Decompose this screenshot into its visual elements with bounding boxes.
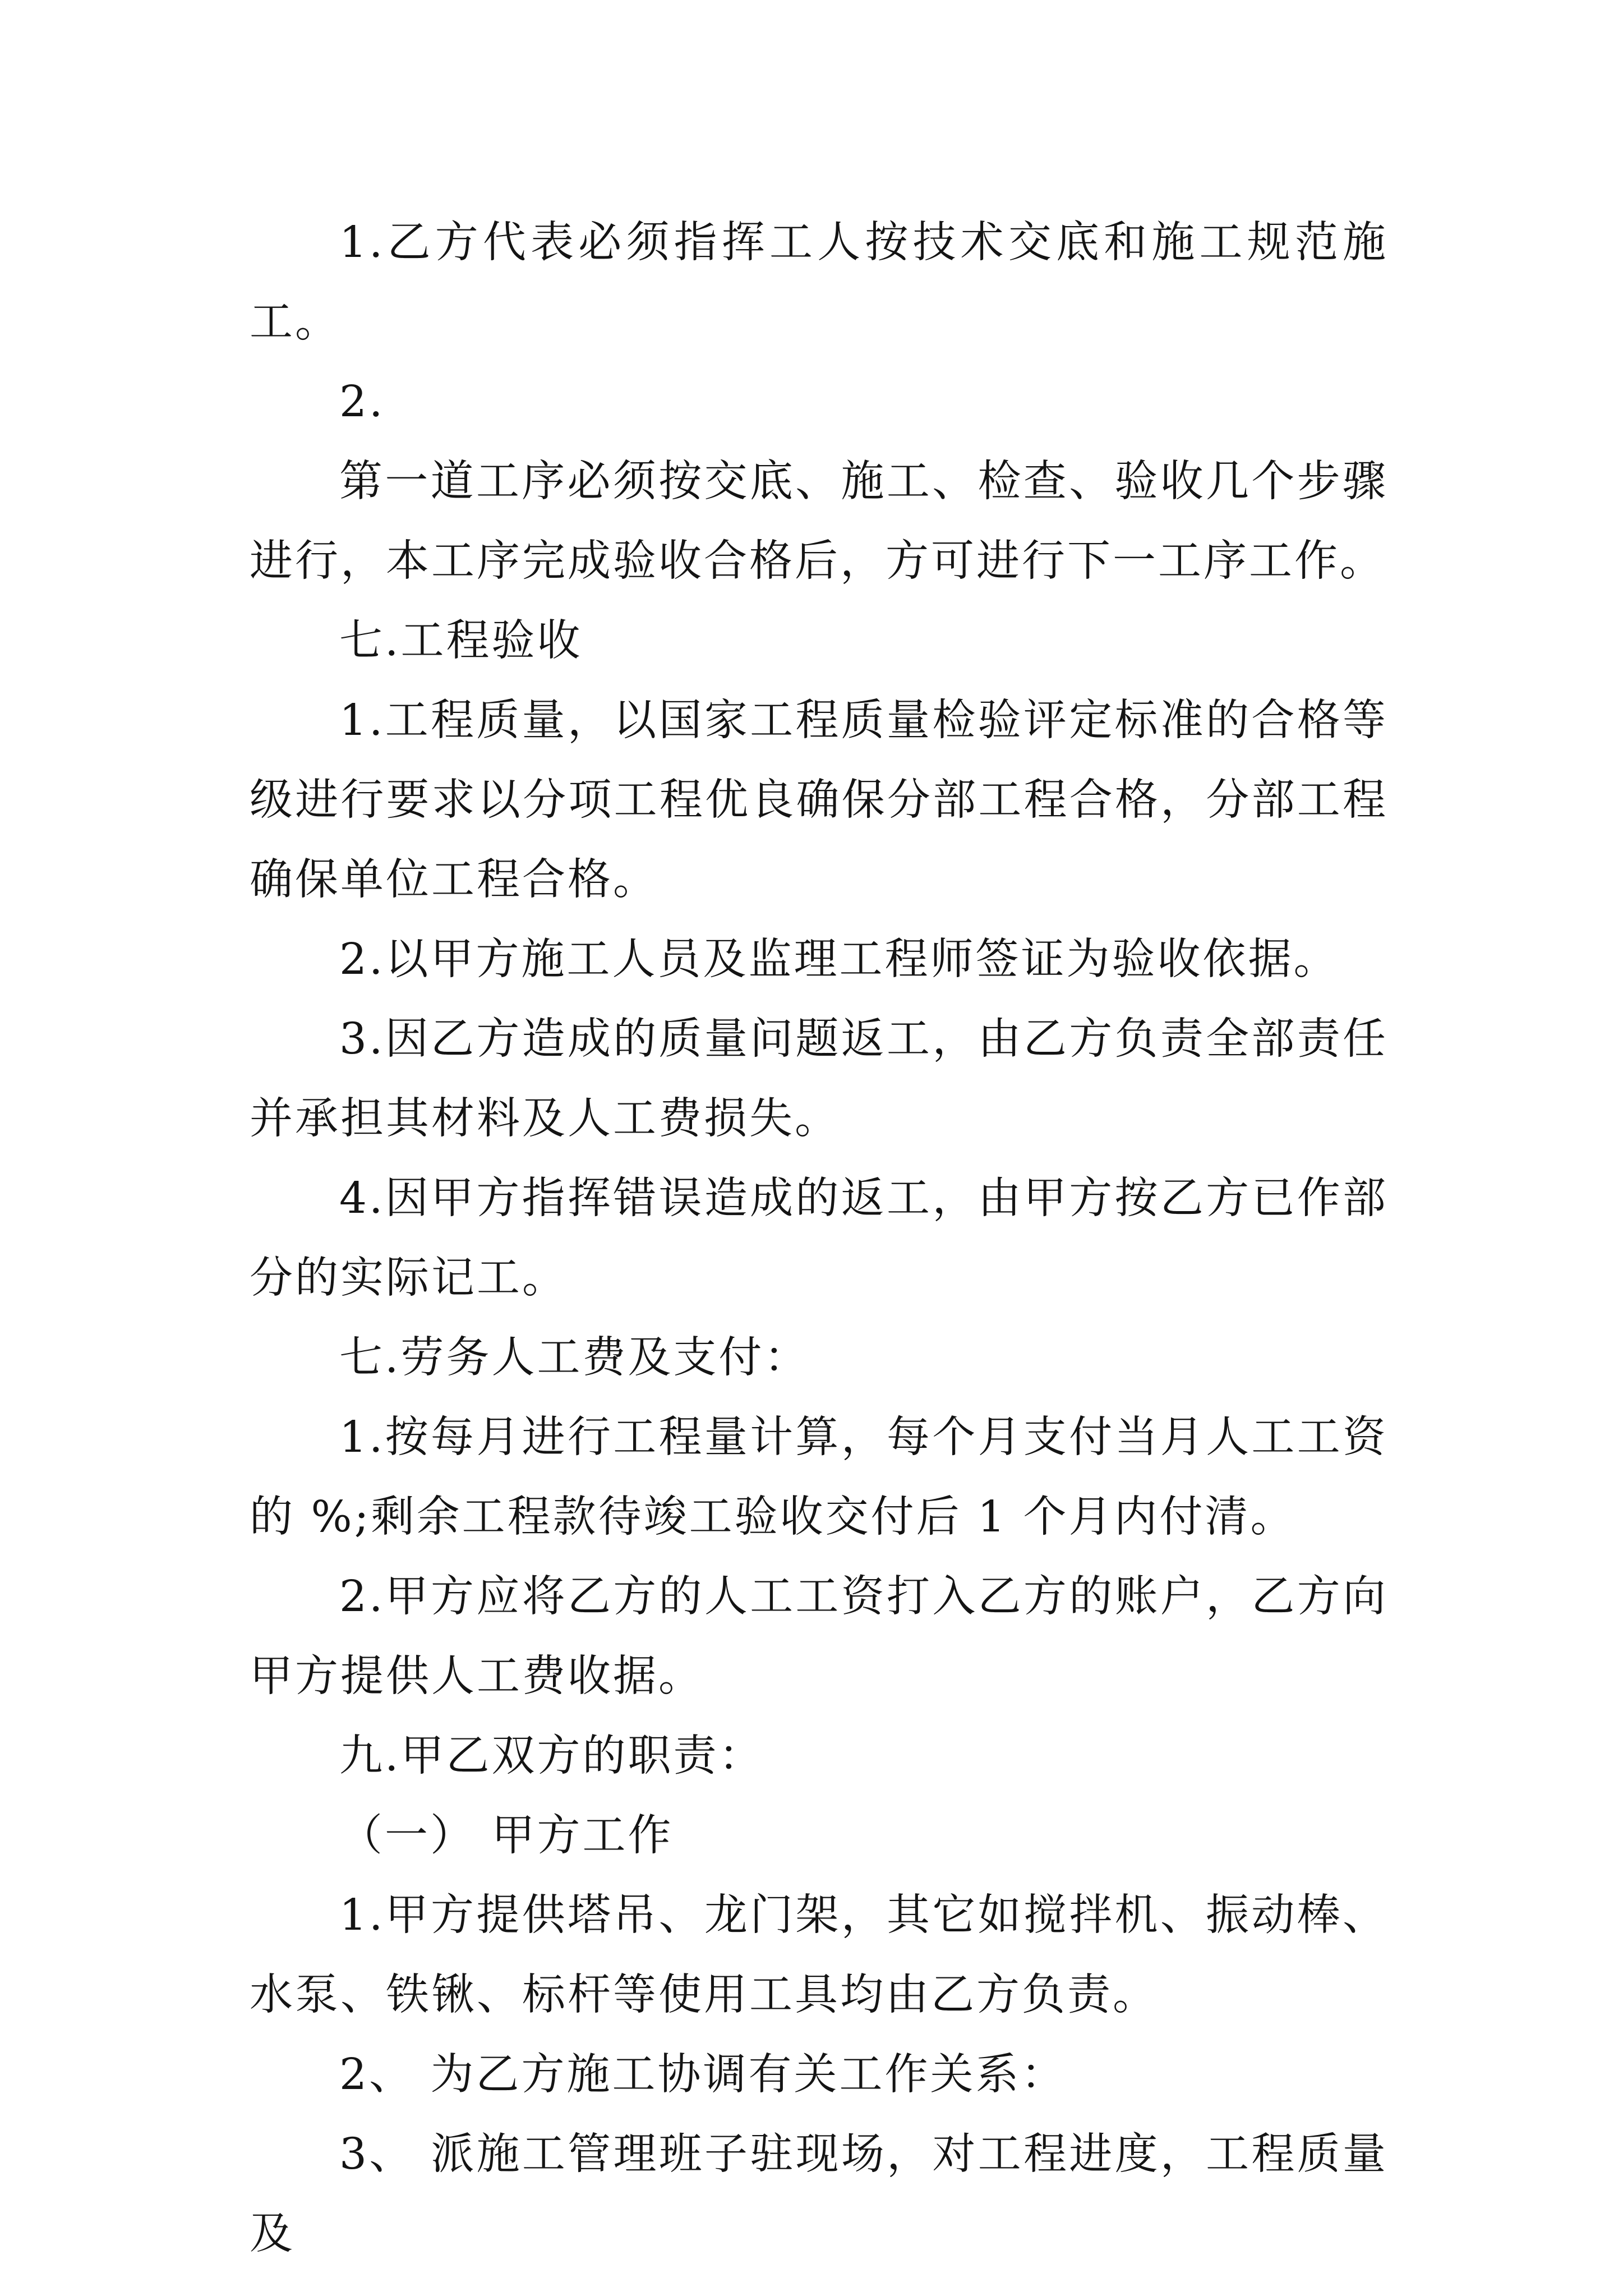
section-heading-duties: 九.甲乙双方的职责： [339, 1731, 764, 1781]
paragraph-rework-party-a: 4.因甲方指挥错误造成的返工，由甲方按乙方已作部分的实际记工。 [250, 1174, 1388, 1303]
paragraph-item-2: 2. [339, 377, 385, 427]
paragraph-coordination: 2、 为乙方施工协调有关工作关系： [339, 2050, 1067, 2100]
subsection-heading-party-a-work: （一） 甲方工作 [339, 1811, 674, 1861]
paragraph-rework-party-b: 3.因乙方造成的质量问题返工，由乙方负责全部责任并承担其材料及人工费损失。 [250, 1014, 1388, 1144]
paragraph-site-management: 3、 派施工管理班子驻现场，对工程进度，工程质量及 [250, 2129, 1388, 2259]
paragraph-process-steps: 第一道工序必须按交底、施工、检查、验收几个步骤进行，本工序完成验收合格后，方可进行下一工序工作。 [250, 457, 1388, 586]
paragraph-item-1: 1.乙方代表必须指挥工人按技术交底和施工规范施工。 [250, 218, 1388, 347]
paragraph-wage-transfer: 2.甲方应将乙方的人工工资打入乙方的账户，乙方向甲方提供人工费收据。 [250, 1572, 1388, 1701]
document-body [250, 203, 1388, 2274]
paragraph-quality-standard: 1.工程质量，以国家工程质量检验评定标准的合格等级进行要求以分项工程优良确保分部工程合格，分部工程确保单位工程合格。 [250, 696, 1388, 905]
section-heading-acceptance: 七.工程验收 [339, 616, 583, 666]
paragraph-monthly-payment: 1.按每月进行工程量计算，每个月支付当月人工工资的 %;剩余工程款待竣工验收交付后 1 个月内付清。 [250, 1412, 1388, 1542]
section-heading-labor-payment: 七.劳务人工费及支付： [339, 1333, 810, 1383]
paragraph-equipment: 1.甲方提供塔吊、龙门架，其它如搅拌机、振动棒、水泵、铁锹、标杆等使用工具均由乙方负责。 [250, 1890, 1388, 2020]
paragraph-acceptance-basis: 2.以甲方施工人员及监理工程师签证为验收依据。 [339, 935, 1339, 984]
